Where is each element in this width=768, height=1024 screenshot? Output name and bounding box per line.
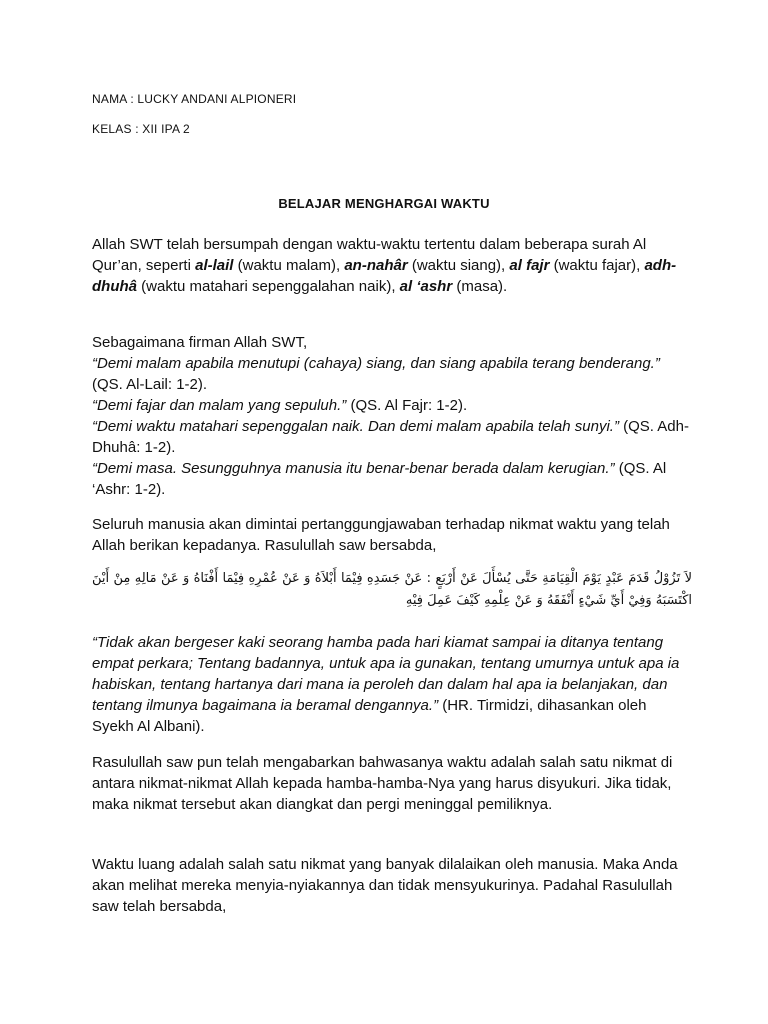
verse-quote: “Demi malam apabila menutupi (cahaya) siang, dan siang apabila terang benderang.” xyxy=(92,355,660,372)
free-time-paragraph: Waktu luang adalah salah satu nikmat yang banyak dilalaikan oleh manusia. Maka Anda akan melihat mereka menyia-nyiakannya dan tidak mensyukurinya. Padahal Rasulullah saw telah bersabda, xyxy=(92,856,678,915)
verse-reference: (QS. Al Fajr: 1-2). xyxy=(346,397,468,414)
verse-adh-dhuha xyxy=(92,416,692,458)
hadith-arabic-text: لاَ تَزُوْلُ قَدَمَ عَبْدٍ يَوْمَ الْقِيَامَةِ حَتَّى يُسْأَلَ عَنْ أَرْبَعٍ : عَنْ جَسَدِهِ فِيْمَا أَبْلاَهُ وَ عَنْ عُمْرِهِ فِيْمَا أَفْنَاهُ وَ عَنْ مَالِهِ مِنْ أَيْنَ اكْتَسَبَهُ وَفِيْ أَيِّ شَيْءٍ أَنْفَقَهُ وَ عَنْ عِلْمِهِ كَيْفَ عَمِلَ فِيْهِ xyxy=(92,571,692,608)
verse-al-fajr xyxy=(92,395,692,416)
verse-al-ashr xyxy=(92,458,692,500)
firman-paragraph xyxy=(92,332,692,500)
student-class-line: KELAS : XII IPA 2 xyxy=(92,122,190,136)
verse-al-lail xyxy=(92,353,692,395)
intro-text: (waktu matahari sepenggalahan naik), xyxy=(137,278,400,295)
hadith-translation-quote: “Tidak akan bergeser kaki seorang hamba pada hari kiamat sampai ia ditanya tentang empat perkara; Tentang badannya, untuk apa ia gunakan, tentang umurnya untuk apa ia habiskan, tentang hartanya dari mana ia peroleh dan dalam hal apa ia belanjakan, dan tentang ilmunya bagaimana ia beramal dengannya.” xyxy=(92,634,680,714)
verse-reference: (QS. Al-Lail: 1-2). xyxy=(92,376,208,393)
intro-paragraph xyxy=(92,234,692,297)
intro-text: (waktu siang), xyxy=(407,257,510,274)
intro-text: (masa). xyxy=(452,278,508,295)
verse-quote: “Demi fajar dan malam yang sepuluh.” xyxy=(92,397,347,414)
term-an-nahar: an-nahâr xyxy=(344,257,408,274)
term-al-ashr: al ‘ashr xyxy=(399,278,453,295)
blessing-paragraph: Rasulullah saw pun telah mengabarkan bahwasanya waktu adalah salah satu nikmat di antara nikmat-nikmat Allah kepada hamba-hamba-Nya yang harus disyukuri. Jika tidak, maka nikmat tersebut akan diangkat dan pergi meninggal pemiliknya. xyxy=(92,754,673,813)
verse-reference: (QS. Adh-Dhuhâ: 1-2). xyxy=(92,418,689,456)
intro-text: (waktu fajar), xyxy=(549,257,645,274)
term-adh-dhuha: adh-dhuhâ xyxy=(92,257,677,295)
verse-reference: (QS. Al ‘Ashr: 1-2). xyxy=(92,460,667,498)
term-al-fajr: al fajr xyxy=(509,257,550,274)
hadith-translation-paragraph xyxy=(92,632,692,737)
document-title: BELAJAR MENGHARGAI WAKTU xyxy=(278,196,490,211)
intro-text: (waktu malam), xyxy=(233,257,345,274)
accountability-paragraph: Seluruh manusia akan dimintai pertanggungjawaban terhadap nikmat waktu yang telah Allah berikan kepadanya. Rasulullah saw bersabda, xyxy=(92,516,670,554)
hadith-reference: (HR. Tirmidzi, dihasankan oleh Syekh Al Albani). xyxy=(92,697,647,735)
intro-text: Allah SWT telah bersumpah dengan waktu-waktu tertentu dalam beberapa surah Al Qur’an, seperti xyxy=(92,236,647,274)
verse-quote: “Demi masa. Sesungguhnya manusia itu benar-benar berada dalam kerugian.” xyxy=(92,460,615,477)
firman-lead: Sebagaimana firman Allah SWT, xyxy=(92,334,308,351)
student-name-line: NAMA : LUCKY ANDANI ALPIONERI xyxy=(92,92,297,106)
term-al-lail: al-lail xyxy=(195,257,234,274)
verse-quote: “Demi waktu matahari sepenggalan naik. Dan demi malam apabila telah sunyi.” xyxy=(92,418,619,435)
